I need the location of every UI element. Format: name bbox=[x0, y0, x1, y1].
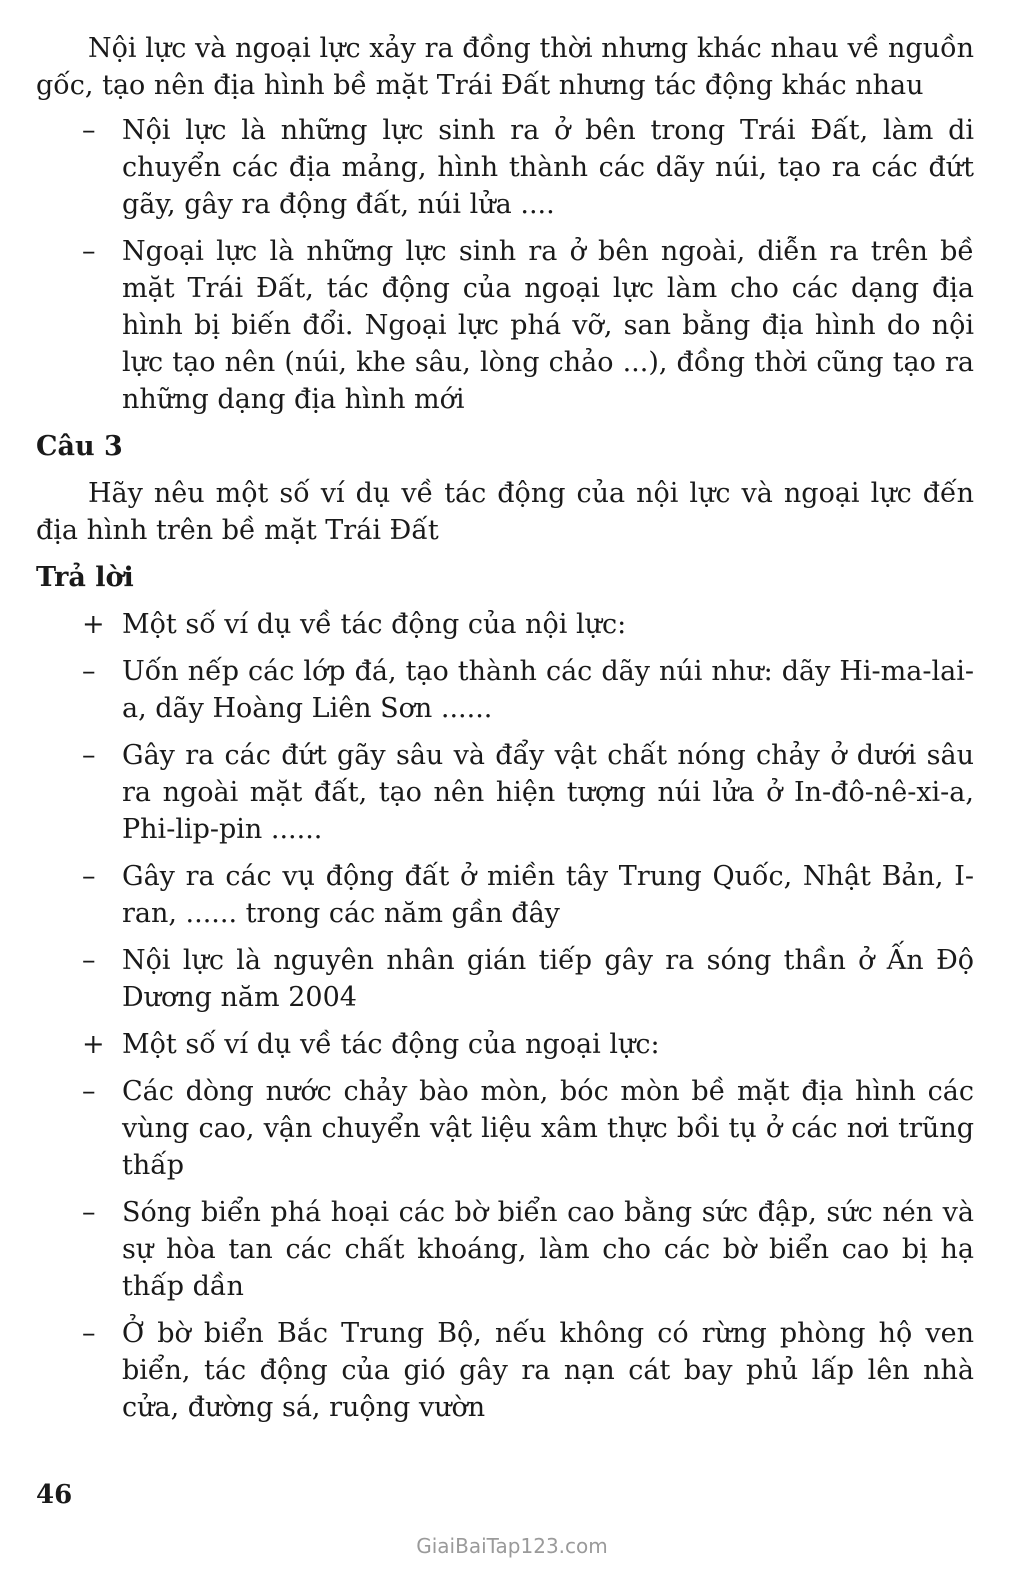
list-item bbox=[36, 1194, 974, 1305]
list-item-text: Sóng biển phá hoại các bờ biển cao bằng sức đập, sức nén và sự hòa tan các chất khoáng, làm cho các bờ biển cao bị hạ thấp dần bbox=[122, 1197, 974, 1302]
list-item bbox=[36, 112, 974, 223]
list-item-text: Gây ra các vụ động đất ở miền tây Trung Quốc, Nhật Bản, I-ran, ...... trong các năm gần đây bbox=[122, 861, 974, 929]
list-item bbox=[36, 858, 974, 932]
bullet-dash: – bbox=[82, 236, 96, 267]
bullet-dash: – bbox=[82, 656, 96, 687]
list-item bbox=[36, 653, 974, 727]
list-item-text: Các dòng nước chảy bào mòn, bóc mòn bề mặt địa hình các vùng cao, vận chuyển vật liệu xâm thực bồi tụ ở các nơi trũng thấp bbox=[122, 1076, 974, 1181]
list-item-text: Nội lực là nguyên nhân gián tiếp gây ra sóng thần ở Ấn Độ Dương năm 2004 bbox=[122, 945, 974, 1013]
question-text: Hãy nêu một số ví dụ về tác động của nội lực và ngoại lực đến địa hình trên bề mặt Trái Đất bbox=[36, 478, 974, 546]
list-item-text: Nội lực là những lực sinh ra ở bên trong Trái Đất, làm di chuyển các địa mảng, hình thành các dãy núi, tạo ra các đứt gãy, gây ra động đất, núi lửa .... bbox=[122, 115, 974, 220]
bullet-plus: + bbox=[82, 609, 105, 640]
intro-paragraph: Nội lực và ngoại lực xảy ra đồng thời nhưng khác nhau về nguồn gốc, tạo nên địa hình bề mặt Trái Đất nhưng tác động khác nhau bbox=[36, 33, 974, 101]
bullet-dash: – bbox=[82, 1197, 96, 1228]
list-item bbox=[36, 1315, 974, 1426]
answer-heading: Trả lời bbox=[36, 562, 134, 593]
list-item-text: Một số ví dụ về tác động của ngoại lực: bbox=[122, 1029, 660, 1060]
bullet-plus: + bbox=[82, 1029, 105, 1060]
page-content bbox=[36, 30, 974, 1436]
list-item bbox=[36, 737, 974, 848]
list-item bbox=[36, 942, 974, 1016]
list-item-text: Ngoại lực là những lực sinh ra ở bên ngoài, diễn ra trên bề mặt Trái Đất, tác động của ngoại lực làm cho các dạng địa hình bị biến đổi. Ngoại lực phá vỡ, san bằng địa hình do nội lực tạo nên (núi, khe sâu, lòng chảo ...), đồng thời cũng tạo ra những dạng địa hình mới bbox=[122, 236, 974, 415]
question-heading: Câu 3 bbox=[36, 431, 123, 462]
list-item bbox=[36, 233, 974, 418]
list-item-text: Uốn nếp các lớp đá, tạo thành các dãy núi như: dãy Hi-ma-lai-a, dãy Hoàng Liên Sơn ...... bbox=[122, 656, 974, 724]
list-item-text: Gây ra các đứt gãy sâu và đẩy vật chất nóng chảy ở dưới sâu ra ngoài mặt đất, tạo nên hiện tượng núi lửa ở In-đô-nê-xi-a, Phi-lip-pin ...... bbox=[122, 740, 974, 845]
list-item bbox=[36, 606, 974, 643]
page-number: 46 bbox=[36, 1480, 73, 1510]
bullet-dash: – bbox=[82, 945, 96, 976]
watermark-text: GiaiBaiTap123.com bbox=[416, 1534, 608, 1558]
list-item bbox=[36, 1026, 974, 1063]
bullet-dash: – bbox=[82, 1318, 96, 1349]
list-item-text: Một số ví dụ về tác động của nội lực: bbox=[122, 609, 627, 640]
bullet-dash: – bbox=[82, 115, 96, 146]
list-item bbox=[36, 1073, 974, 1184]
bullet-dash: – bbox=[82, 861, 96, 892]
bullet-dash: – bbox=[82, 740, 96, 771]
bullet-dash: – bbox=[82, 1076, 96, 1107]
list-item-text: Ở bờ biển Bắc Trung Bộ, nếu không có rừng phòng hộ ven biển, tác động của gió gây ra nạn cát bay phủ lấp lên nhà cửa, đường sá, ruộng vườn bbox=[122, 1318, 974, 1423]
